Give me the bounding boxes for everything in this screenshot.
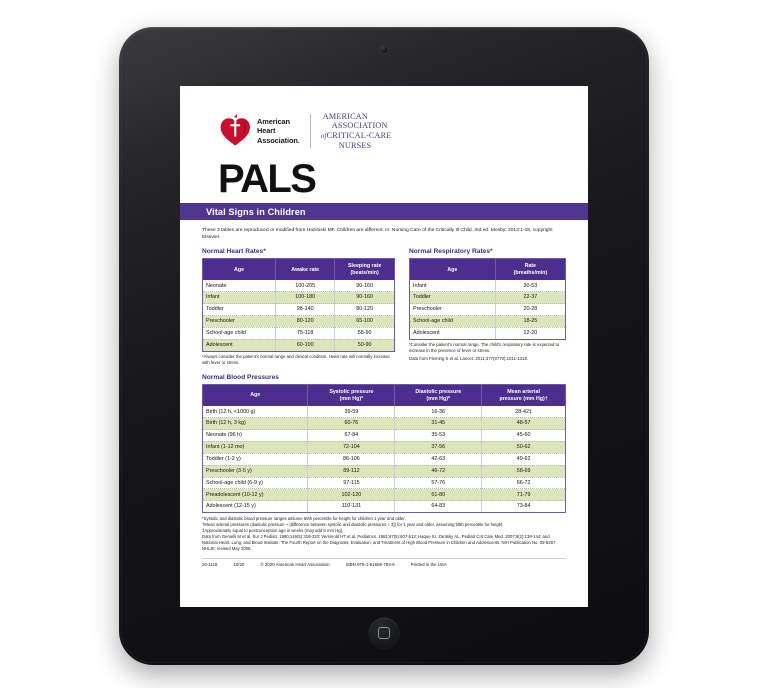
cell-systolic: 86-106 — [308, 453, 395, 465]
cell-rate: 30-53 — [495, 280, 565, 291]
cell-sleeping: 90-160 — [335, 280, 394, 291]
cell-systolic: 110-131 — [308, 501, 395, 512]
cell-age: Preadolescent (10-12 y) — [203, 489, 308, 501]
aacn-line-3-text: CRITICAL-CARE — [326, 131, 392, 140]
cell-diastolic: 64-83 — [395, 501, 482, 512]
hr-col-age: Age — [203, 259, 276, 280]
bp-note-source: Data from Gemelli M et al. Eur J Pediatr. 1990;149(5):318-320; Versmold HT et al. Pediatrics. 1981;67(5):607-613; Haque IU, Zaritsky AL. Pediatr Crit Care Med. 2007;8(2):138-144; and National Heart, Lung, and Blood Institute: The Fourth Report on the Diagnosis, Evaluation, and Treatment of High Blood Pressure in Children and Adolescents. NIH Publication No. 05-5267. NHLBI; revised May 2005. — [202, 534, 557, 552]
aacn-line-1: AMERICAN — [322, 111, 369, 121]
cell-diastolic: 42-63 — [395, 453, 482, 465]
cell-map: 49-62 — [482, 453, 565, 465]
tablet-screen[interactable] — [180, 86, 588, 607]
table-row — [203, 477, 565, 489]
cell-awake: 100-205 — [276, 280, 335, 291]
blood-pressures-body — [203, 406, 565, 512]
cell-sleeping: 65-100 — [335, 316, 394, 328]
bp-col-map: Mean arterial pressure (mm Hg)† — [482, 385, 565, 406]
cell-systolic: 60-76 — [308, 418, 395, 430]
cell-map: 73-84 — [482, 501, 565, 512]
table-row — [203, 441, 565, 453]
cell-age: Toddler — [410, 292, 495, 304]
heart-rates-note: *Always consider the patient's normal range and clinical condition. Heart rate will normally increase with fever or stress. — [202, 354, 390, 366]
table-row — [203, 339, 394, 350]
cell-age: Infant — [203, 292, 276, 304]
cell-map: 45-60 — [482, 430, 565, 442]
cell-diastolic: 31-45 — [395, 418, 482, 430]
cell-map: 71-79 — [482, 489, 565, 501]
footer-copyright: © 2020 American Heart Association — [260, 562, 330, 568]
logo-divider — [310, 114, 311, 148]
bp-note-3: ‡Approximately equal to postconception age in weeks (may add 5 mm Hg). — [202, 528, 344, 534]
bp-note-1: *Systolic and diastolic blood pressure ranges assume 50th percentile for height for children 1 year and older. — [202, 516, 406, 522]
table-row — [203, 406, 565, 417]
aacn-logo — [321, 112, 392, 151]
top-tables-row — [202, 241, 566, 366]
cell-map: 48-57 — [482, 418, 565, 430]
heart-rates-heading: Normal Heart Rates* — [202, 248, 266, 256]
tablet-device — [119, 27, 649, 665]
aha-wordmark — [257, 117, 300, 144]
table-row — [203, 304, 394, 316]
table-row — [203, 453, 565, 465]
cell-diastolic: 35-53 — [395, 430, 482, 442]
cell-diastolic: 57-76 — [395, 477, 482, 489]
cell-age: School-age child — [203, 327, 276, 339]
cell-map: 28-42‡ — [482, 406, 565, 417]
table-row — [203, 292, 394, 304]
cell-age: Infant (1-12 mo) — [203, 441, 308, 453]
cell-systolic: 67-84 — [308, 430, 395, 442]
cell-age: Adolescent — [410, 327, 495, 338]
footer-date-code: 10/20 — [233, 562, 245, 568]
cell-age: Neonate (96 h) — [203, 430, 308, 442]
aacn-line-4: NURSES — [338, 140, 372, 150]
cell-systolic: 97-115 — [308, 477, 395, 489]
cell-age: Preschooler (3-5 y) — [203, 465, 308, 477]
blood-pressures-table — [203, 385, 565, 512]
aha-line-2: Heart — [257, 126, 276, 136]
subtitle-band: Vital Signs in Children — [180, 203, 588, 220]
respiratory-rates-section — [409, 241, 566, 366]
blood-pressures-heading: Normal Blood Pressures — [202, 374, 279, 382]
table-row — [203, 316, 394, 328]
bp-col-diastolic: Diastolic pressure (mm Hg)* — [395, 385, 482, 406]
cell-systolic: 72-104 — [308, 441, 395, 453]
table-header-row — [410, 259, 565, 280]
cell-awake: 100-180 — [276, 292, 335, 304]
cell-age: Toddler — [203, 304, 276, 316]
table-row — [203, 501, 565, 512]
intro-text: These 3 tables are reproduced or modified from Haziniski MF. Children are different. In: Nursing Care of the Critically Ill Child. 3rd ed. Mosby; 2013:1-18, copyright Elsevier. — [202, 228, 553, 241]
table-row — [203, 465, 565, 477]
american-heart-association-logo — [218, 114, 300, 148]
cell-systolic: 39-59 — [308, 406, 395, 417]
cell-age: Birth (12 h, <1000 g) — [203, 406, 308, 417]
bp-note-2: †Mean arterial pressures (diastolic pressure + [difference between systolic and diastolic pressures ÷ 3]) for 1 year and older, assuming 50th percentile for height. — [202, 522, 504, 528]
respiratory-rates-body — [410, 280, 565, 338]
cell-diastolic: 61-80 — [395, 489, 482, 501]
aacn-line-2: ASSOCIATION — [331, 121, 388, 131]
cell-awake: 80-120 — [276, 316, 335, 328]
cell-rate: 22-37 — [495, 292, 565, 304]
table-row — [410, 292, 565, 304]
cell-age: Toddler (1-2 y) — [203, 453, 308, 465]
home-button[interactable] — [369, 618, 399, 648]
table-row — [410, 327, 565, 338]
hr-col-sleeping: Sleeping rate (beats/min) — [335, 259, 394, 280]
aacn-of: of — [320, 132, 327, 140]
cell-diastolic: 37-56 — [395, 441, 482, 453]
respiratory-rates-source: Data from Fleming S et al. Lancet. 2011;377(9770):1011-1318. — [409, 356, 529, 362]
page-title: PALS — [218, 157, 316, 201]
cell-rate: 18-25 — [495, 316, 565, 328]
table-row — [203, 327, 394, 339]
cell-awake: 98-140 — [276, 304, 335, 316]
blood-pressures-section — [202, 374, 566, 552]
footer-printed: Printed in the USA — [410, 562, 447, 568]
front-camera-icon — [381, 46, 388, 53]
logo-row — [202, 108, 566, 154]
cell-age: Birth (12 h, 3 kg) — [203, 418, 308, 430]
cell-map: 66-72 — [482, 477, 565, 489]
cell-rate: 12-20 — [495, 327, 565, 338]
table-row — [203, 280, 394, 291]
table-row — [203, 418, 565, 430]
table-row — [203, 489, 565, 501]
cell-sleeping: 58-90 — [335, 327, 394, 339]
cell-sleeping: 50-90 — [335, 339, 394, 350]
cell-systolic: 102-120 — [308, 489, 395, 501]
cell-sleeping: 90-160 — [335, 292, 394, 304]
cell-map: 58-69 — [482, 465, 565, 477]
cell-systolic: 89-112 — [308, 465, 395, 477]
cell-awake: 75-118 — [276, 327, 335, 339]
bp-col-age: Age — [203, 385, 308, 406]
cell-diastolic: 16-36 — [395, 406, 482, 417]
cell-age: Preschooler — [410, 304, 495, 316]
hr-col-awake: Awake rate — [276, 259, 335, 280]
cell-age: Preschooler — [203, 316, 276, 328]
footer-isbn: ISBN 978-1-61669-784-6 — [345, 562, 395, 568]
pals-reference-card — [180, 86, 588, 607]
table-header-row — [203, 259, 394, 280]
rr-col-rate: Rate (breaths/min) — [495, 259, 565, 280]
cell-age: Adolescent (12-15 y) — [203, 501, 308, 512]
table-row — [203, 430, 565, 442]
cell-age: Infant — [410, 280, 495, 291]
aha-line-3: Association. — [257, 135, 300, 145]
aacn-line-3 — [321, 131, 392, 141]
cell-age: School-age child — [410, 316, 495, 328]
cell-age: Neonate — [203, 280, 276, 291]
cell-awake: 60-100 — [276, 339, 335, 350]
footer-item-number: 20-1118 — [202, 562, 218, 568]
table-row — [410, 316, 565, 328]
page-footer — [202, 558, 566, 567]
aha-heart-torch-icon — [218, 114, 252, 148]
cell-sleeping: 80-120 — [335, 304, 394, 316]
cell-map: 50-62 — [482, 441, 565, 453]
table-row — [410, 280, 565, 291]
cell-age: Adolescent — [203, 339, 276, 350]
respiratory-rates-note: *Consider the patient's normal range. The child's respiratory rate is expected to increase in the presence of fever or stress. — [409, 342, 560, 354]
heart-rates-section — [202, 241, 395, 366]
rr-col-age: Age — [410, 259, 495, 280]
heart-rates-table — [203, 259, 394, 350]
blood-pressures-notes — [202, 516, 566, 552]
table-row — [410, 304, 565, 316]
aha-line-1: American — [257, 117, 290, 127]
cell-age: School-age child (6-9 y) — [203, 477, 308, 489]
cell-rate: 20-28 — [495, 304, 565, 316]
cell-diastolic: 46-72 — [395, 465, 482, 477]
respiratory-rates-heading: Normal Respiratory Rates* — [409, 248, 493, 256]
bp-col-systolic: Systolic pressure (mm Hg)* — [308, 385, 395, 406]
heart-rates-body — [203, 280, 394, 350]
table-header-row — [203, 385, 565, 406]
respiratory-rates-table — [410, 259, 565, 339]
home-button-square-icon — [378, 627, 390, 639]
